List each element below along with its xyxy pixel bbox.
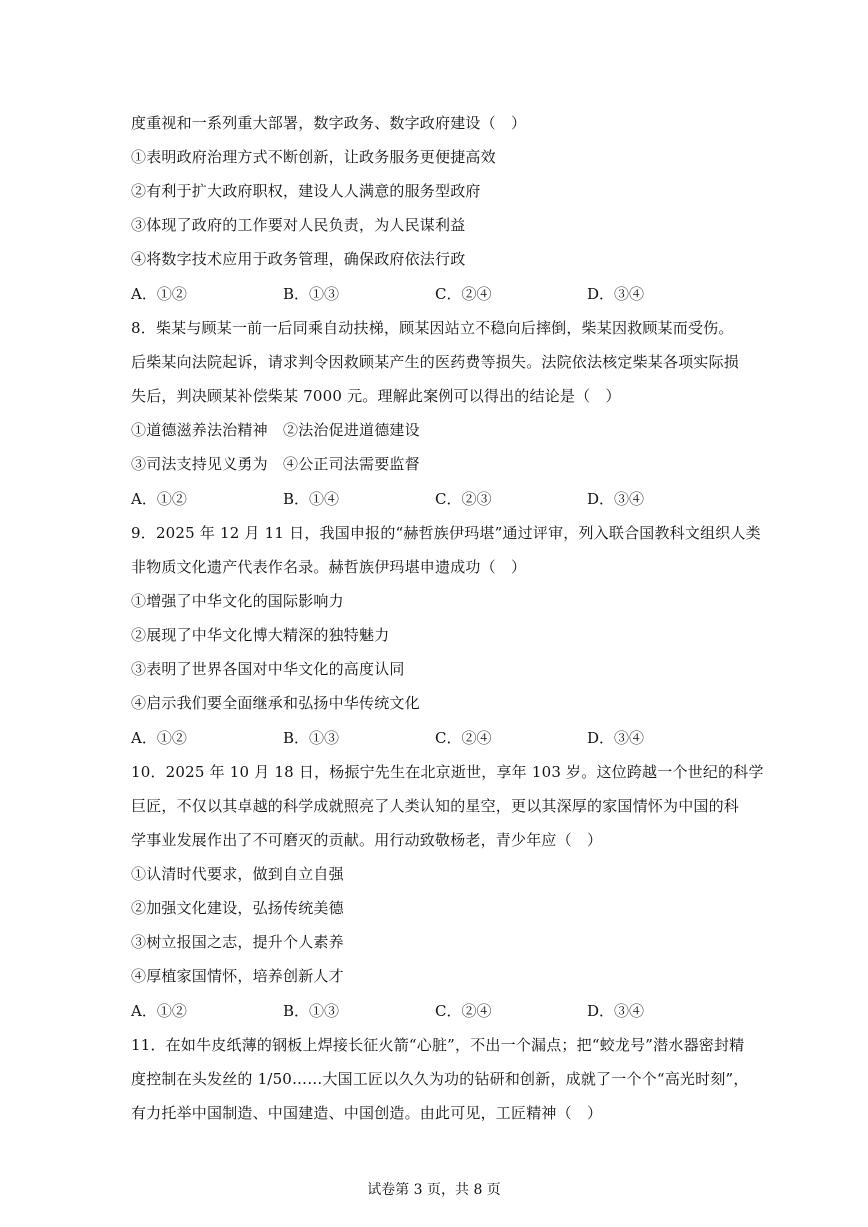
q11-stem-line-2: 度控制在头发丝的 1/50……大国工匠以久久为功的钻研和创新，成就了一个个“高光时刻”， xyxy=(131,1070,749,1088)
q9-stem-line-2: 非物质文化遗产代表作名录。赫哲族伊玛堪申遗成功（ ） xyxy=(131,558,527,576)
q10-option-b[interactable]: B．①③ xyxy=(283,1002,340,1020)
q7-item-4: ④将数字技术应用于政务管理，确保政府依法行政 xyxy=(131,250,466,268)
q10-option-c[interactable]: C．②④ xyxy=(435,1002,492,1020)
q8-stem-line-3: 失后，判决顾某补偿柴某 7000 元。理解此案例可以得出的结论是（ ） xyxy=(131,387,621,405)
q8-option-d[interactable]: D．③④ xyxy=(587,490,645,508)
q9-option-d[interactable]: D．③④ xyxy=(587,729,645,747)
q7-option-c[interactable]: C．②④ xyxy=(435,285,492,303)
q10-option-a[interactable]: A．①② xyxy=(131,1002,187,1020)
q10-item-2: ②加强文化建设，弘扬传统美德 xyxy=(131,899,344,917)
q9-item-3: ③表明了世界各国对中华文化的高度认同 xyxy=(131,660,405,678)
q10-item-4: ④厚植家国情怀，培养创新人才 xyxy=(131,967,344,985)
q11-stem-line-3: 有力托举中国制造、中国建造、中国创造。由此可见，工匠精神（ ） xyxy=(131,1104,603,1122)
q8-stem-line-1: 8．柴某与顾某一前一后同乘自动扶梯，顾某因站立不稳向后摔倒，柴某因救顾某而受伤。 xyxy=(131,319,734,337)
q9-option-c[interactable]: C．②④ xyxy=(435,729,492,747)
q7-item-3: ③体现了政府的工作要对人民负责，为人民谋利益 xyxy=(131,216,466,234)
q8-option-c[interactable]: C．②③ xyxy=(435,490,492,508)
q7-option-a[interactable]: A．①② xyxy=(131,285,187,303)
q10-option-d[interactable]: D．③④ xyxy=(587,1002,645,1020)
q10-item-3: ③树立报国之志，提升个人素养 xyxy=(131,933,344,951)
q10-options xyxy=(131,1001,751,1021)
q9-option-a[interactable]: A．①② xyxy=(131,729,187,747)
q9-item-2: ②展现了中华文化博大精深的独特魅力 xyxy=(131,626,390,644)
q7-item-2: ②有利于扩大政府职权，建设人人满意的服务型政府 xyxy=(131,182,481,200)
q9-option-b[interactable]: B．①③ xyxy=(283,729,340,747)
q9-options xyxy=(131,728,751,748)
q11-stem-line-1: 11．在如牛皮纸薄的钢板上焊接长征火箭“心脏”，不出一个漏点；把“蛟龙号”潜水器密封精 xyxy=(131,1036,745,1054)
q9-item-4: ④启示我们要全面继承和弘扬中华传统文化 xyxy=(131,694,420,712)
q8-item-row-2: ③司法支持见义勇为 ④公正司法需要监督 xyxy=(131,455,420,473)
q10-item-1: ①认清时代要求，做到自立自强 xyxy=(131,865,344,883)
q7-options xyxy=(131,284,751,304)
q7-option-b[interactable]: B．①③ xyxy=(283,285,340,303)
q7-item-1: ①表明政府治理方式不断创新，让政务服务更便捷高效 xyxy=(131,148,496,166)
q7-option-d[interactable]: D．③④ xyxy=(587,285,645,303)
q8-item-row-1: ①道德滋养法治精神 ②法治促进道德建设 xyxy=(131,421,420,439)
q8-option-a[interactable]: A．①② xyxy=(131,490,187,508)
q8-stem-line-2: 后柴某向法院起诉，请求判令因救顾某产生的医药费等损失。法院依法核定柴某各项实际损 xyxy=(131,353,740,371)
q10-stem-line-2: 巨匠，不仅以其卓越的科学成就照亮了人类认知的星空，更以其深厚的家国情怀为中国的科 xyxy=(131,797,740,815)
q10-stem-line-3: 学事业发展作出了不可磨灭的贡献。用行动致敬杨老，青少年应（ ） xyxy=(131,831,603,849)
q9-item-1: ①增强了中华文化的国际影响力 xyxy=(131,592,344,610)
page-footer: 试卷第 3 页，共 8 页 xyxy=(367,1182,501,1198)
q8-options xyxy=(131,489,751,509)
q8-option-b[interactable]: B．①④ xyxy=(283,490,340,508)
q10-stem-line-1: 10．2025 年 10 月 18 日，杨振宁先生在北京逝世，享年 103 岁。这位跨越一个世纪的科学 xyxy=(131,763,764,781)
q9-stem-line-1: 9．2025 年 12 月 11 日，我国申报的“赫哲族伊玛堪”通过评审，列入联合国教科文组织人类 xyxy=(131,524,761,542)
q7-stem: 度重视和一系列重大部署，数字政务、数字政府建设（ ） xyxy=(131,114,527,132)
